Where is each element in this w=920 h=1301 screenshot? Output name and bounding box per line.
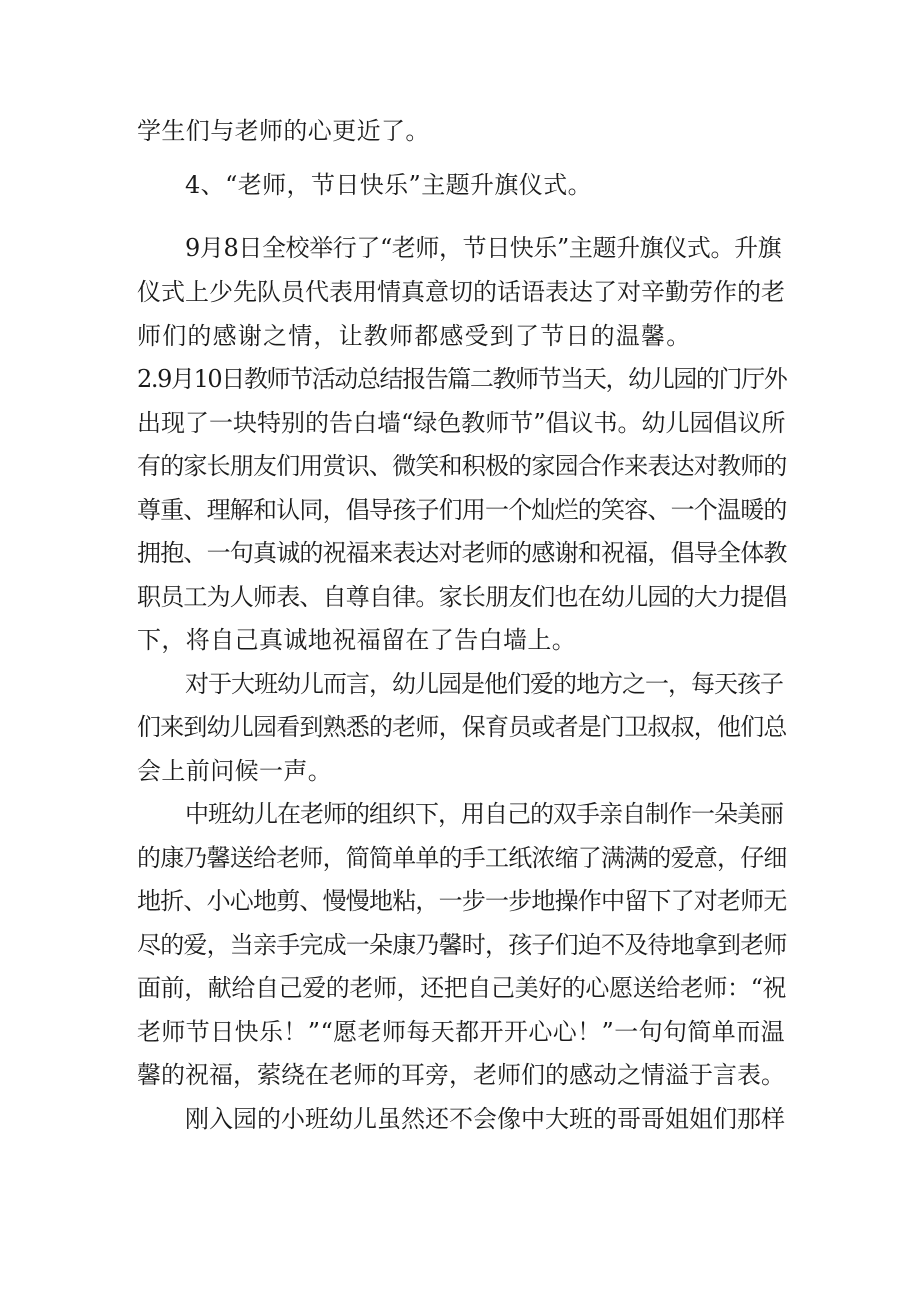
text-line: 老师节日快乐！”“愿老师每天都开开心心！”一句句简单而温 — [137, 1018, 786, 1046]
text-line: 会上前问候一声。 — [137, 757, 333, 785]
text-line: 馨的祝福，萦绕在老师的耳旁，老师们的感动之情溢于言表。 — [137, 1061, 785, 1089]
text-line: 下，将自己真诚地祝福留在了告白墙上。 — [137, 626, 577, 654]
text-line: 出现了一块特别的告白墙“绿色教师节”倡议书。幼儿园倡议所 — [137, 409, 786, 437]
text-line: 师们的感谢之情，让教师都感受到了节日的温馨。 — [137, 322, 692, 350]
text-line: 学生们与老师的心更近了。 — [137, 117, 430, 145]
text-line: 刚入园的小班幼儿虽然还不会像中大班的哥哥姐姐们那样 — [185, 1105, 785, 1133]
text-line: 2.9月10日教师节活动总结报告篇二教师节当天，幼儿园的门厅外 — [137, 365, 787, 393]
text-line: 9月8日全校举行了“老师，节日快乐”主题升旗仪式。升旗 — [185, 234, 782, 262]
text-line: 有的家长朋友们用赏识、微笑和积极的家园合作来表达对教师的 — [137, 452, 787, 480]
text-line: 尊重、理解和认同，倡导孩子们用一个灿烂的笑容、一个温暖的 — [137, 496, 787, 524]
text-line: 们来到幼儿园看到熟悉的老师，保育员或者是门卫叔叔，他们总 — [137, 713, 787, 741]
text-line: 地折、小心地剪、慢慢地粘，一步一步地操作中留下了对老师无 — [137, 887, 787, 915]
text-line: 4、“老师，节日快乐”主题升旗仪式。 — [185, 171, 593, 199]
text-line: 的康乃馨送给老师，简简单单的手工纸浓缩了满满的爱意，仔细 — [137, 844, 787, 872]
text-line: 仪式上少先队员代表用情真意切的话语表达了对辛勤劳作的老 — [137, 278, 785, 306]
text-line: 对于大班幼儿而言，幼儿园是他们爱的地方之一，每天孩子 — [185, 670, 783, 698]
text-line: 职员工为人师表、自尊自律。家长朋友们也在幼儿园的大力提倡 — [137, 583, 787, 611]
text-line: 中班幼儿在老师的组织下，用自己的双手亲自制作一朵美丽 — [185, 800, 783, 828]
text-line: 面前，献给自己爱的老师，还把自己美好的心愿送给老师：“祝 — [137, 974, 787, 1002]
text-line: 拥抱、一句真诚的祝福来表达对老师的感谢和祝福，倡导全体教 — [137, 539, 787, 567]
text-line: 尽的爱，当亲手完成一朵康乃馨时，孩子们迫不及待地拿到老师 — [137, 931, 787, 959]
